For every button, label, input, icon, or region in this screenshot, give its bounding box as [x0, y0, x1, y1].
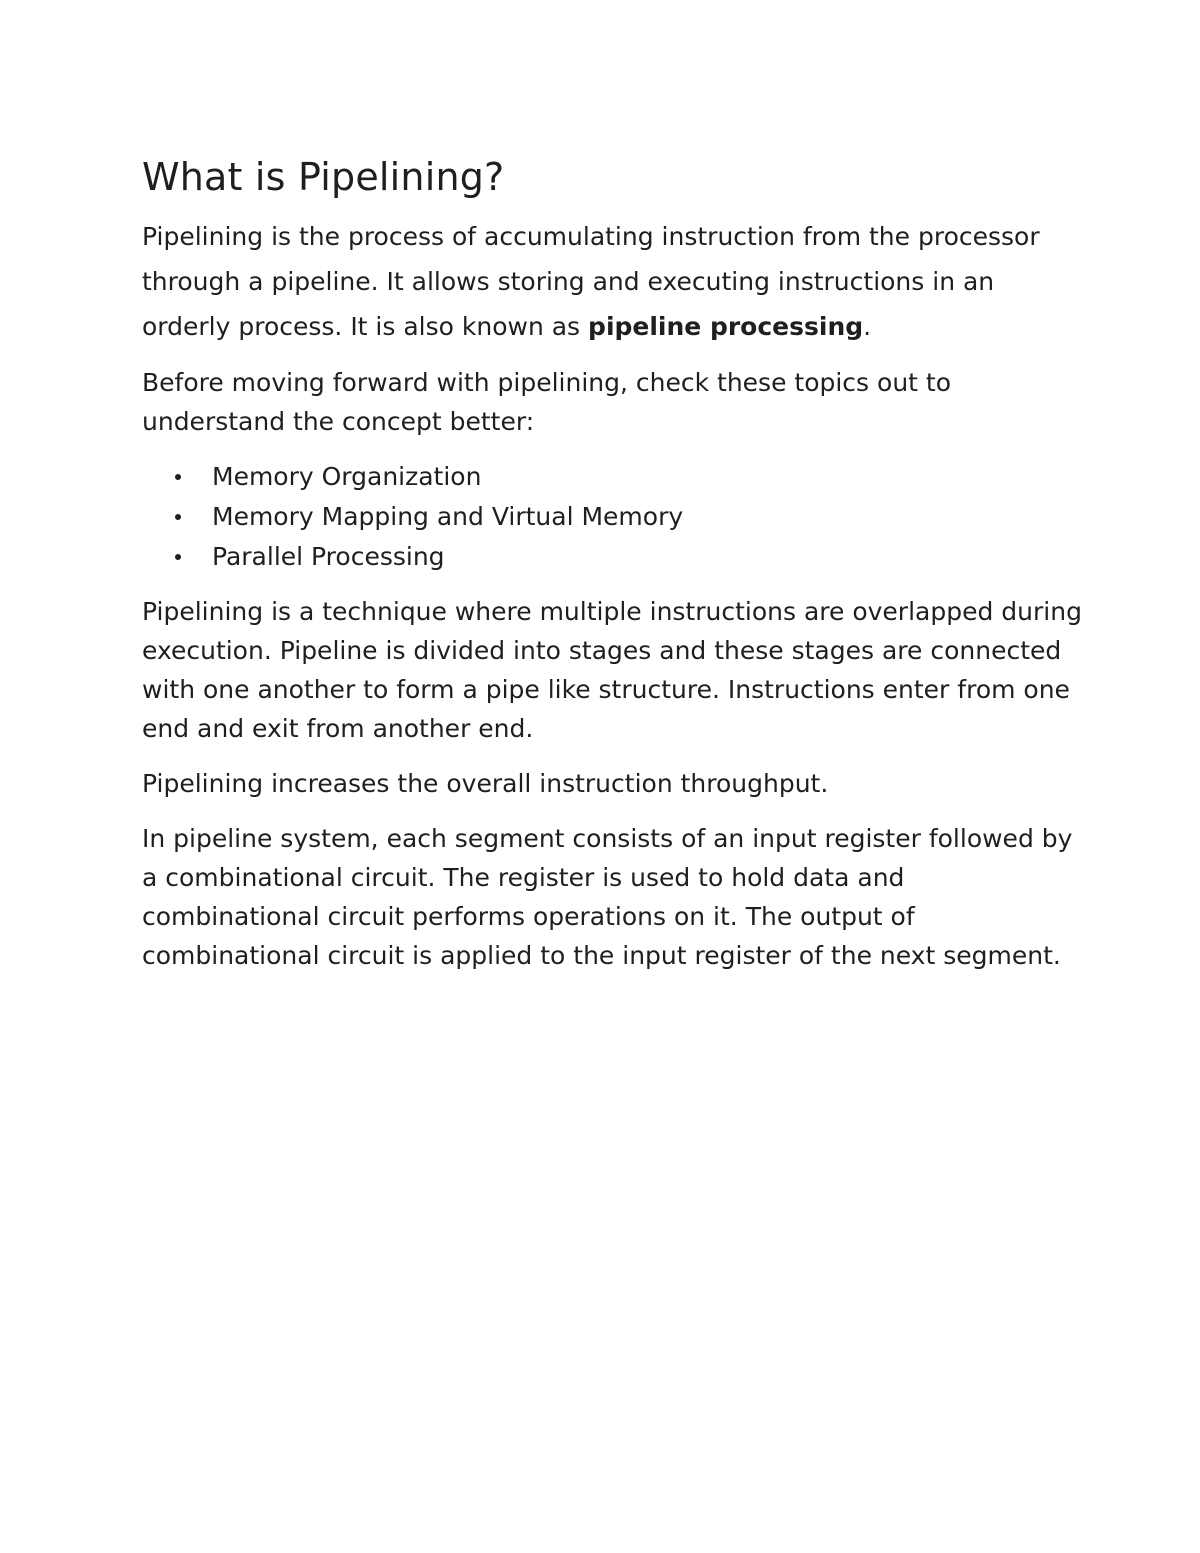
intro-text-end: . [863, 312, 872, 341]
bullet-icon [175, 554, 181, 560]
list-item-label: Parallel Processing [212, 542, 445, 571]
list-item-label: Memory Mapping and Virtual Memory [212, 502, 684, 531]
list-item-label: Memory Organization [212, 462, 482, 491]
list-item [142, 537, 1082, 577]
intro-paragraph [142, 214, 1082, 349]
bullet-icon [175, 514, 181, 520]
document-page [142, 150, 1082, 991]
page-title: What is Pipelining? [142, 155, 505, 199]
prereq-paragraph: Before moving forward with pipelining, check these topics out to understand the concept better: [142, 368, 952, 436]
segment-paragraph: In pipeline system, each segment consists of an input register followed by a combinational circuit. The register is used to hold data and combinational circuit performs operations on it. The output of combinational circuit is applied to the input register of the next segment. [142, 824, 1073, 970]
list-item [142, 457, 1082, 497]
intro-text: Pipelining is the process of accumulating instruction from the processor through a pipeline. It allows storing and executing instructions in an orderly process. It is also known as [142, 222, 1040, 341]
list-item [142, 497, 1082, 537]
bullet-icon [175, 474, 181, 480]
throughput-paragraph: Pipelining increases the overall instruction throughput. [142, 769, 829, 798]
technique-paragraph: Pipelining is a technique where multiple instructions are overlapped during execution. Pipeline is divided into stages and these stages are connected with one another to form a pipe like structure. Instructions enter from one end and exit from another end. [142, 597, 1082, 743]
topics-list [142, 457, 1082, 577]
intro-bold-term: pipeline processing [588, 312, 864, 341]
